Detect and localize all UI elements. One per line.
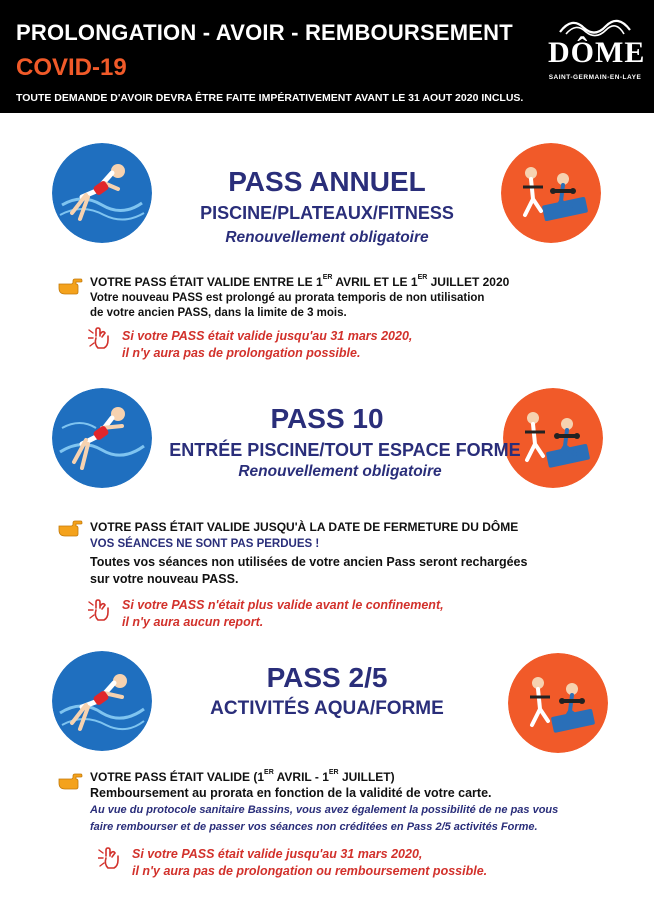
pass-10-warning-1: Si votre PASS n'était plus valide avant le confinement, [122, 598, 444, 612]
pass-25-warning-1: Si votre PASS était valide jusqu'au 31 mars 2020, [132, 847, 423, 861]
pass-annuel-warning-2: il n'y aura pas de prolongation possible. [122, 346, 361, 360]
pointing-hand-icon [57, 771, 83, 791]
pass-25-subtitle: ACTIVITÉS AQUA/FORME [210, 698, 444, 719]
pass-annuel-title: PASS ANNUEL [228, 166, 426, 197]
pass-10-highlight: VOS SÉANCES NE SONT PAS PERDUES ! [90, 538, 320, 550]
hush-hand-icon [88, 598, 114, 626]
pass-annuel-subtitle: PISCINE/PLATEAUX/FITNESS [200, 203, 454, 223]
deadline-notice: TOUTE DEMANDE D'AVOIR DEVRA ÊTRE FAITE IMPÉRATIVEMENT AVANT LE 31 AOUT 2020 INCLUS. [16, 92, 524, 104]
swimmer-icon [52, 143, 152, 243]
pass-10-warning-2: il n'y aura aucun report. [122, 615, 264, 629]
pass-10-body-2: sur votre nouveau PASS. [90, 572, 239, 586]
logo-wordmark: DÔME [548, 36, 646, 69]
pass-annuel-warning-1: Si votre PASS était valide jusqu'au 31 mars 2020, [122, 329, 413, 343]
fitness-icon [508, 653, 608, 753]
page-title: PROLONGATION - AVOIR - REMBOURSEMENT [16, 20, 513, 45]
pass-annuel-renewal: Renouvellement obligatoire [225, 229, 429, 246]
pass-annuel-body-2: de votre ancien PASS, dans la limite de 3 mois. [90, 307, 347, 319]
logo-city: SAINT-GERMAIN-EN-LAYE [548, 74, 642, 81]
pass-25-warning-2: il n'y aura pas de prolongation ou remboursement possible. [132, 864, 488, 878]
header-banner [0, 0, 654, 113]
pass-10-subtitle: ENTRÉE PISCINE/TOUT ESPACE FORME [169, 440, 521, 460]
pass-annuel-body-1: Votre nouveau PASS est prolongé au prorata temporis de non utilisation [90, 292, 485, 304]
pass-10-condition: VOTRE PASS ÉTAIT VALIDE JUSQU'À LA DATE DE FERMETURE DU DÔME [90, 520, 519, 534]
pass-25-body-1: Remboursement au prorata en fonction de la validité de votre carte. [90, 786, 492, 800]
swimmer-icon [52, 388, 152, 488]
swimmer-icon [52, 651, 152, 751]
covid-label: COVID-19 [16, 54, 127, 81]
pass-25-note-2: faire rembourser et de passer vos séances non créditées en Pass 2/5 activités Forme. [90, 821, 538, 833]
fitness-icon [503, 388, 603, 488]
pass-25-note-1: Au vue du protocole sanitaire Bassins, vous avez également la possibilité de ne pas vous [90, 804, 559, 816]
pass-25-condition: VOTRE PASS ÉTAIT VALIDE (1ER AVRIL - 1ER JUILLET) [90, 769, 395, 784]
wave-icon [548, 14, 642, 38]
dome-logo [548, 14, 646, 86]
pass-10-body-1: Toutes vos séances non utilisées de votre ancien Pass seront rechargées [90, 555, 528, 569]
pointing-hand-icon [57, 518, 83, 538]
pass-10-title: PASS 10 [270, 403, 384, 434]
pass-10-renewal: Renouvellement obligatoire [238, 463, 442, 480]
hush-hand-icon [88, 326, 114, 354]
pointing-hand-icon [57, 276, 83, 296]
pass-25-title: PASS 2/5 [266, 662, 388, 693]
hush-hand-icon [98, 846, 124, 874]
fitness-icon [501, 143, 601, 243]
pass-annuel-condition: VOTRE PASS ÉTAIT VALIDE ENTRE LE 1ER AVRIL ET LE 1ER JUILLET 2020 [90, 274, 510, 289]
